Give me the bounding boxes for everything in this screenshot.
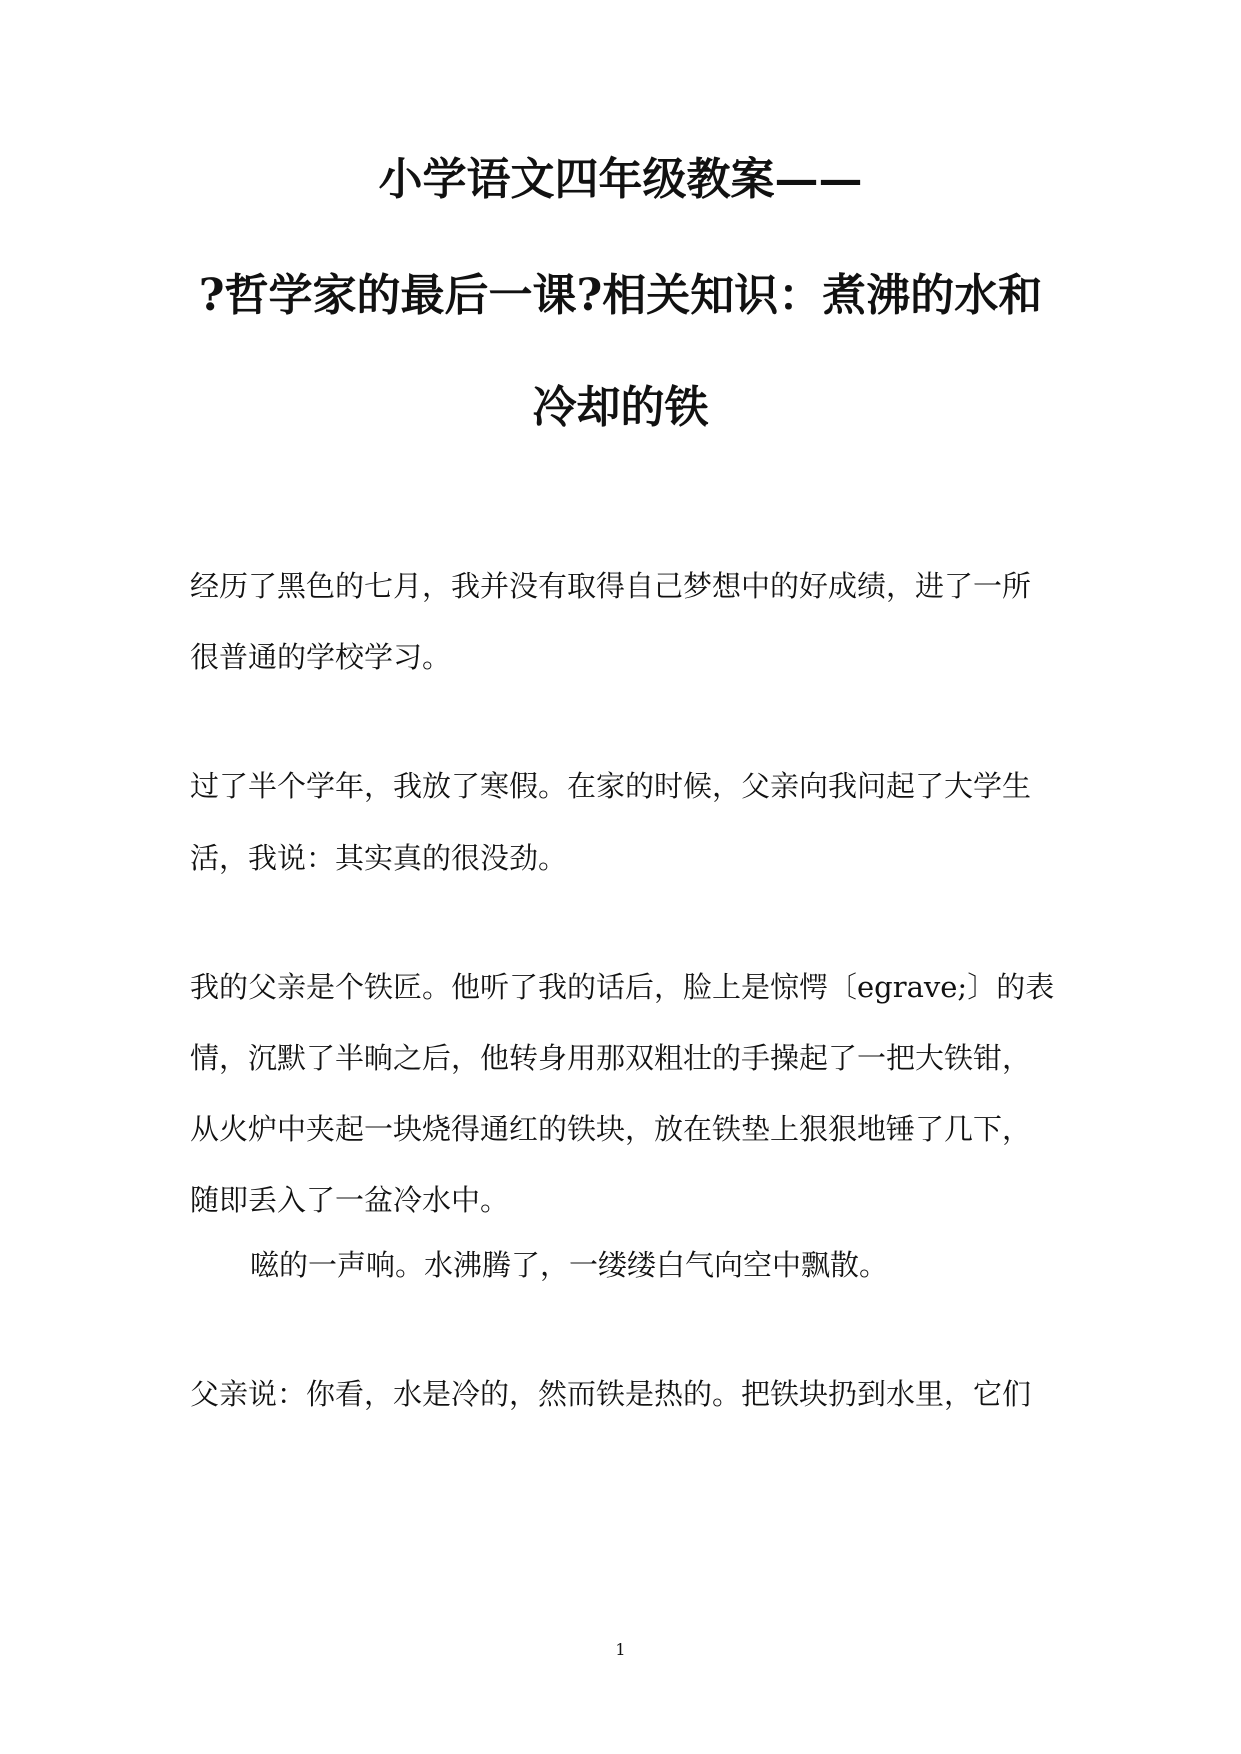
- paragraph-line: 经历了黑色的七月，我并没有取得自己梦想中的好成绩，进了一所: [190, 569, 1032, 603]
- paragraph-line: 从火炉中夹起一块烧得通红的铁块，放在铁垫上狠狠地锤了几下，: [190, 1112, 1032, 1146]
- title-line-1: 小学语文四年级教案——: [378, 154, 863, 205]
- paragraph-line: 嗞的一声响。水沸腾了，一缕缕白气向空中飘散。: [250, 1248, 889, 1282]
- paragraph-line: 随即丢入了一盆冷水中。: [190, 1183, 510, 1217]
- paragraph-line: 活，我说：其实真的很没劲。: [190, 841, 568, 875]
- paragraph-line: 我的父亲是个铁匠。他听了我的话后，脸上是惊愕〔egrave;〕的表: [190, 970, 1055, 1004]
- title-line-3: 冷却的铁: [532, 382, 709, 433]
- paragraph-line: 很普通的学校学习。: [190, 640, 452, 674]
- paragraph-line: 父亲说：你看，水是冷的，然而铁是热的。把铁块扔到水里，它们: [190, 1377, 1032, 1411]
- paragraph-line: 情，沉默了半晌之后，他转身用那双粗壮的手操起了一把大铁钳，: [190, 1041, 1032, 1075]
- title-line-2: ?哲学家的最后一课?相关知识：煮沸的水和: [198, 270, 1043, 321]
- paragraph-line: 过了半个学年，我放了寒假。在家的时候，父亲向我问起了大学生: [190, 769, 1032, 803]
- page-number: 1: [615, 1640, 626, 1659]
